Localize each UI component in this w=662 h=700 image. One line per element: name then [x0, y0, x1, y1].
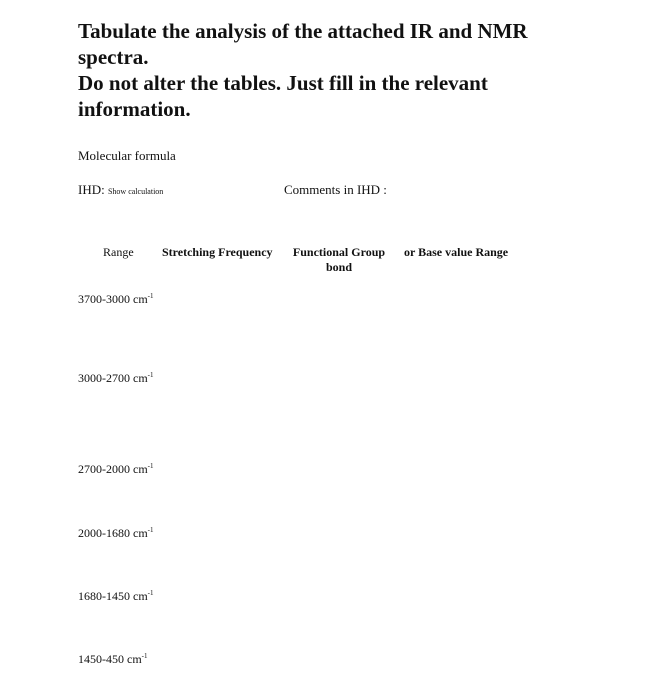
range-value: 3700-3000 cm [78, 292, 148, 306]
title-line-3: Do not alter the tables. Just fill in the relevant [78, 71, 488, 95]
range-unit-exponent: -1 [147, 371, 154, 379]
header-functional-group-line1: Functional Group [292, 245, 386, 259]
range-unit-exponent: -1 [147, 589, 154, 597]
range-value: 3000-2700 cm [78, 371, 148, 385]
range-row [78, 652, 148, 667]
range-unit-exponent: -1 [147, 462, 154, 470]
title-line-1: Tabulate the analysis of the attached IR and NMR [78, 19, 528, 43]
range-value: 2700-2000 cm [78, 462, 148, 476]
title-line-4: information. [78, 97, 191, 121]
range-row [78, 462, 154, 477]
range-row [78, 589, 154, 604]
range-value: 1680-1450 cm [78, 589, 148, 603]
range-value: 2000-1680 cm [78, 526, 148, 540]
ihd-hint: Show calculation [107, 187, 164, 196]
header-functional-group-line2: bond [325, 260, 353, 274]
worksheet-title [78, 18, 598, 122]
ihd-label: IHD: [78, 182, 105, 197]
header-functional-group [289, 245, 389, 275]
range-value: 1450-450 cm [78, 652, 142, 666]
ihd-row [78, 182, 163, 198]
header-range: Range [103, 245, 134, 259]
range-unit-exponent: -1 [147, 526, 154, 534]
header-base-value-range: or Base value Range [404, 245, 509, 259]
range-unit-exponent: -1 [141, 652, 148, 660]
title-line-2: spectra. [78, 45, 149, 69]
range-unit-exponent: -1 [147, 292, 154, 300]
range-row [78, 371, 154, 386]
header-stretching-frequency: Stretching Frequency [162, 245, 273, 259]
molecular-formula-label: Molecular formula [78, 148, 176, 163]
ihd-comments-label: Comments in IHD : [284, 182, 387, 197]
range-row [78, 292, 154, 307]
range-row [78, 526, 154, 541]
